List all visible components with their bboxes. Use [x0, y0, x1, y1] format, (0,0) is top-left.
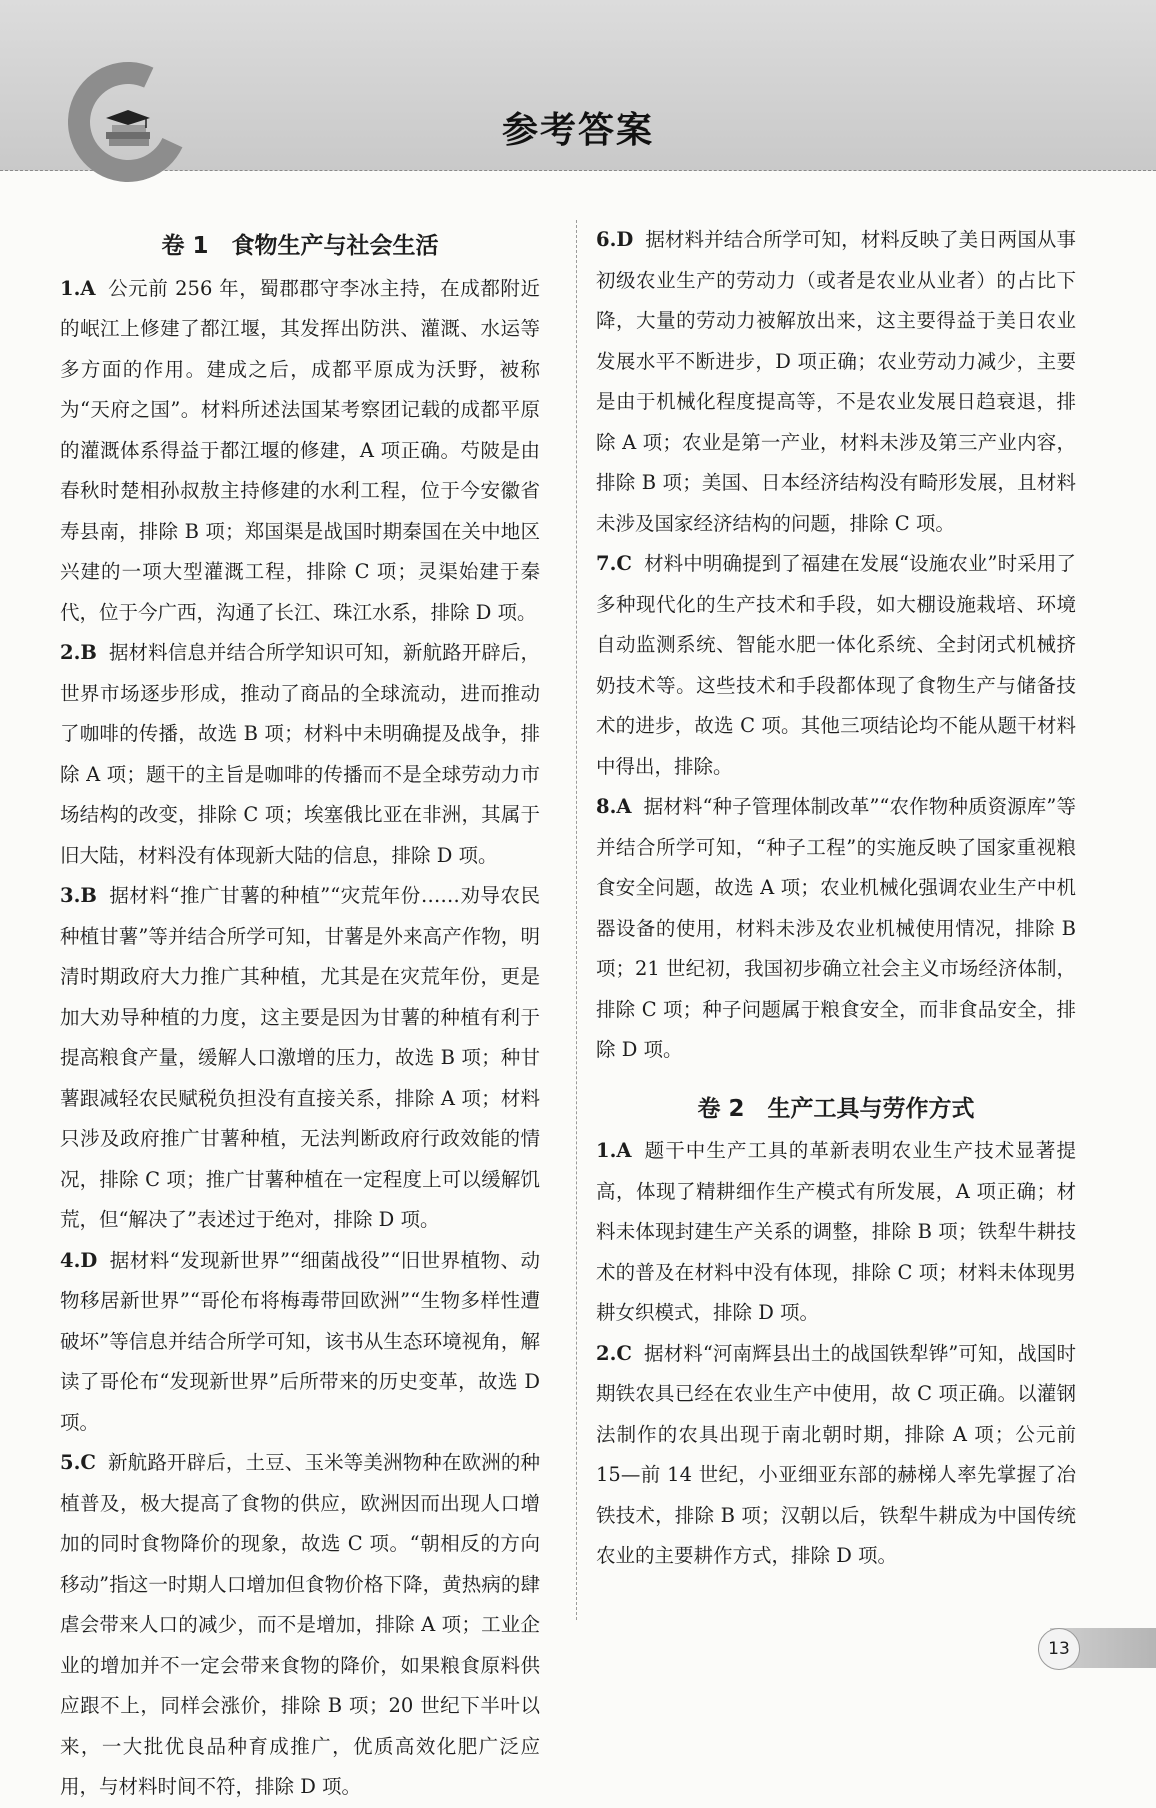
answer-label: 7.C: [596, 552, 632, 575]
answer-text: 公元前 256 年，蜀郡郡守李冰主持，在成都附近的岷江上修建了都江堰，其发挥出防洪、灌溉、水运等多方面的作用。建成之后，成都平原成为沃野，被称为“天府之国”。材料所述法国某考察团记载的成都平原的灌溉体系得益于都江堰的修建，A 项正确。芍陂是由春秋时楚相孙叔敖主持修建的水利工程，位于今安徽省寿县南，排除 B 项；郑国渠是战国时期秦国在关中地区兴建的一项大型灌溉工程，排除 C 项；灵渠始建于秦代，位于今广西，沟通了长江、珠江水系，排除 D 项。: [60, 276, 540, 624]
answer-label: 8.A: [596, 795, 632, 818]
answer-item: [596, 1131, 1076, 1334]
answer-text: 据材料并结合所学可知，材料反映了美日两国从事初级农业生产的劳动力（或者是农业从业者）的占比下降，大量的劳动力被解放出来，这主要得益于美日农业发展水平不断进步，D 项正确；农业劳动力减少，主要是由于机械化程度提高等，不是农业发展日趋衰退，排除 A 项；农业是第一产业，材料未涉及第三产业内容，排除 B 项；美国、日本经济结构没有畸形发展，且材料未涉及国家经济结构的问题，排除 C 项。: [596, 228, 1076, 535]
answer-text: 题干中生产工具的革新表明农业生产技术显著提高，体现了精耕细作生产模式有所发展，A 项正确；材料未体现封建生产关系的调整，排除 B 项；铁犁牛耕技术的普及在材料中没有体现，排除 C 项；材料未体现男耕女织模式，排除 D 项。: [596, 1139, 1076, 1324]
answer-item: [596, 220, 1076, 544]
answer-label: 6.D: [596, 228, 634, 251]
answer-label: 1.A: [596, 1139, 632, 1162]
answer-label: 1.A: [60, 276, 96, 300]
answer-label: 3.B: [60, 884, 97, 907]
answer-text: 据材料“种子管理体制改革”“农作物种质资源库”等并结合所学可知，“种子工程”的实施反映了国家重视粮食安全问题，故选 A 项；农业机械化强调农业生产中机器设备的使用，材料未涉及农业机械使用情况，排除 B 项；21 世纪初，我国初步确立社会主义市场经济体制，排除 C 项；种子问题属于粮食安全，而非食品安全，排除 D 项。: [596, 795, 1076, 1061]
answer-item: [596, 1334, 1076, 1577]
page-title: 参考答案: [501, 110, 654, 151]
answer-item: [60, 876, 540, 1241]
right-column: [596, 220, 1076, 1577]
section-title: 卷 2 生产工具与劳作方式: [697, 1095, 975, 1122]
answer-item: [60, 1241, 540, 1444]
left-column: [60, 220, 540, 1808]
answer-text: 据材料“发现新世界”“细菌战役”“旧世界植物、动物移居新世界”“哥伦布将梅毒带回欧洲”“生物多样性遭破坏”等信息并结合所学可知，该书从生态环境视角，解读了哥伦布“发现新世界”后所带来的历史变革，故选 D 项。: [60, 1248, 540, 1434]
page-number: 13: [1038, 1628, 1080, 1670]
answer-text: 材料中明确提到了福建在发展“设施农业”时采用了多种现代化的生产技术和手段，如大棚设施栽培、环境自动监测系统、智能水肥一体化系统、全封闭式机械挤奶技术等。这些技术和手段都体现了食物生产与储备技术的进步，故选 C 项。其他三项结论均不能从题干材料中得出，排除。: [596, 552, 1076, 778]
answer-item: [596, 787, 1076, 1071]
answer-label: 4.D: [60, 1248, 98, 1272]
answer-item: [60, 269, 540, 634]
section-title: 卷 1 食物生产与社会生活: [161, 233, 439, 259]
column-divider: [576, 220, 577, 1620]
answer-label: 2.C: [596, 1341, 632, 1365]
answer-text: 新航路开辟后，土豆、玉米等美洲物种在欧洲的种植普及，极大提高了食物的供应，欧洲因而出现人口增加的同时食物降价的现象，故选 C 项。“朝相反的方向移动”指这一时期人口增加但食物价格下降，黄热病的肆虐会带来人口的减少，而不是增加，排除 A 项；工业企业的增加并不一定会带来食物的降价，如果粮食原料供应跟不上，同样会涨价，排除 B 项；20 世纪下半叶以来，一大批优良品种育成推广，优质高效化肥广泛应用，与材料时间不符，排除 D 项。: [60, 1451, 540, 1798]
answer-text: 据材料“河南辉县出土的战国铁犁铧”可知，战国时期铁农具已经在农业生产中使用，故 C 项正确。以灌钢法制作的农具出现于南北朝时期，排除 A 项；公元前 15—前 14 世纪，小亚细亚东部的赫梯人率先掌握了冶铁技术，排除 B 项；汉朝以后，铁犁牛耕成为中国传统农业的主要耕作方式，排除 D 项。: [596, 1341, 1076, 1567]
answer-item: [596, 544, 1076, 787]
answer-label: 2.B: [60, 641, 97, 664]
answer-text: 据材料信息并结合所学知识可知，新航路开辟后，世界市场逐步形成，推动了商品的全球流动，进而推动了咖啡的传播，故选 B 项；材料中未明确提及战争，排除 A 项；题干的主旨是咖啡的传播而不是全球劳动力市场结构的改变，排除 C 项；埃塞俄比亚在非洲，其属于旧大陆，材料没有体现新大陆的信息，排除 D 项。: [60, 641, 540, 867]
answer-label: 5.C: [60, 1451, 96, 1474]
answer-text: 据材料“推广甘薯的种植”“灾荒年份……劝导农民种植甘薯”等并结合所学可知，甘薯是外来高产作物，明清时期政府大力推广其种植，尤其是在灾荒年份，更是加大劝导种植的力度，这主要是因为甘薯的种植有利于提高粮食产量，缓解人口激增的压力，故选 B 项；种甘薯跟减轻农民赋税负担没有直接关系，排除 A 项；材料只涉及政府推广甘薯种植，无法判断政府行政效能的情况，排除 C 项；推广甘薯种植在一定程度上可以缓解饥荒，但“解决了”表述过于绝对，排除 D 项。: [60, 884, 540, 1231]
answer-item: [60, 633, 540, 876]
